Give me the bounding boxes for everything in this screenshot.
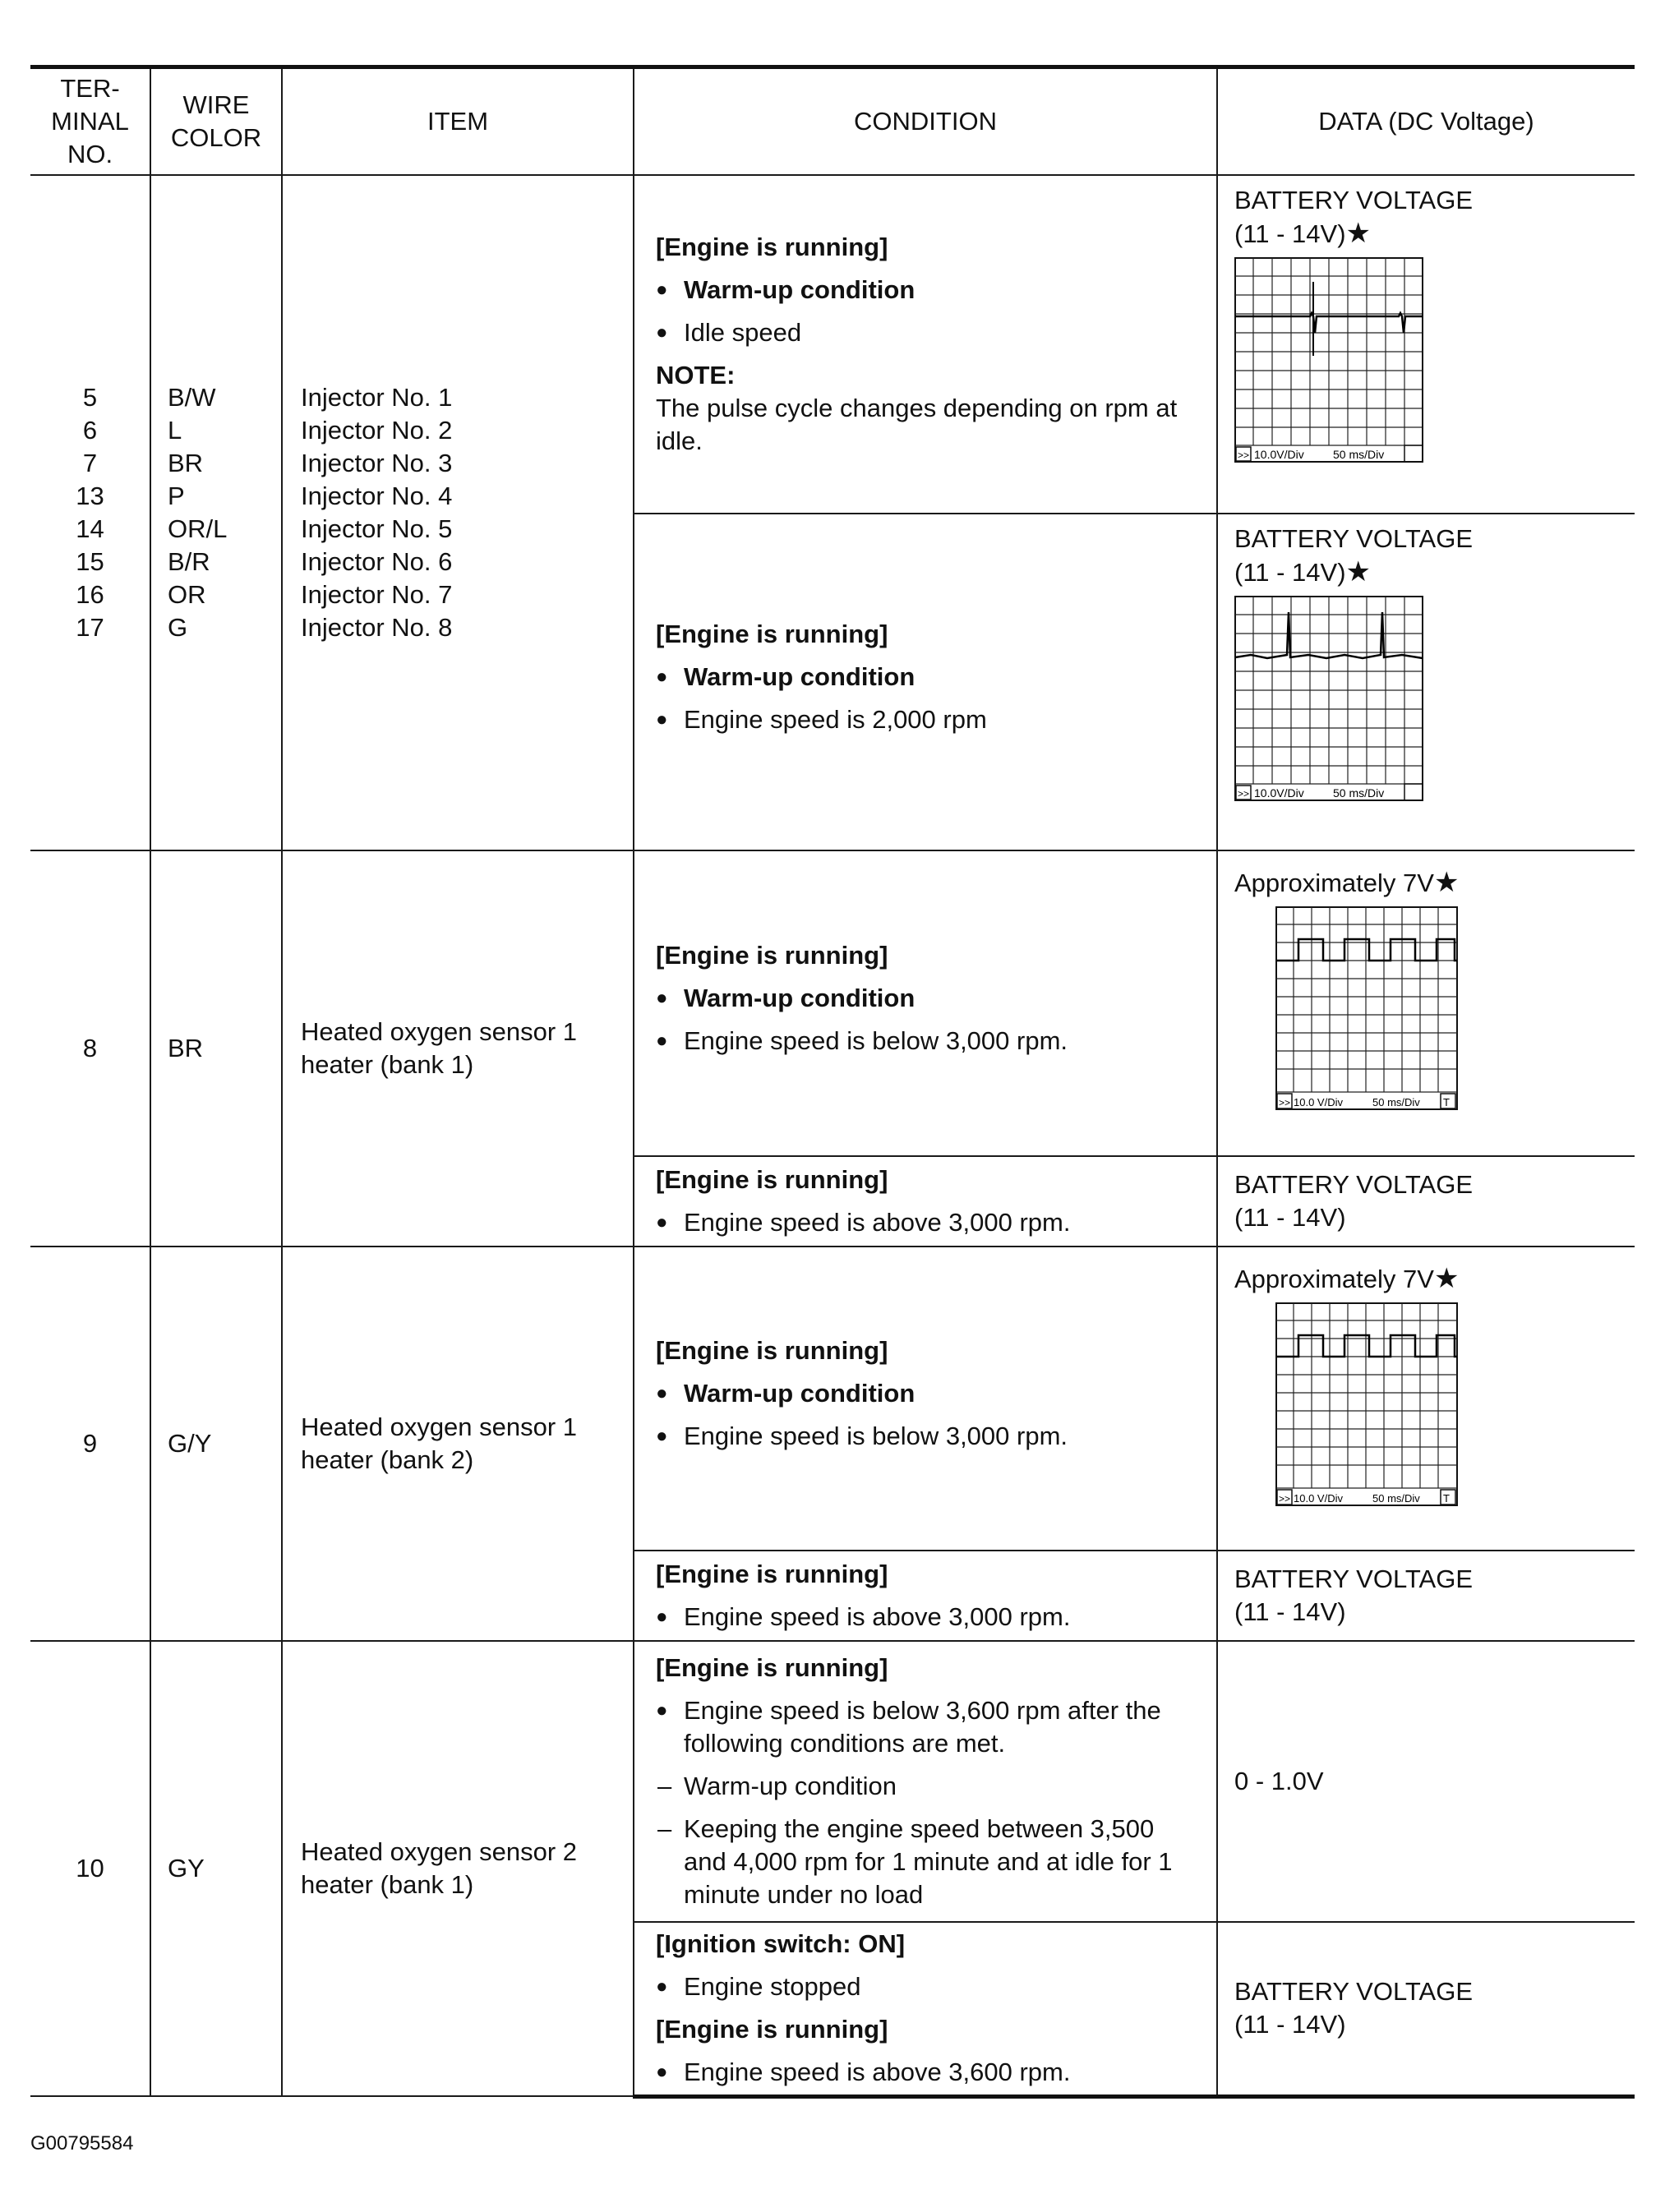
data-label: BATTERY VOLTAGE	[1234, 524, 1473, 553]
condition-bullet: ● Idle speed	[656, 316, 1195, 349]
terminal-number: 8	[30, 850, 150, 1247]
data-cell	[1217, 1641, 1635, 1922]
scope-time-scale: 50 ms/Div	[1333, 786, 1385, 800]
forward-icon: >>	[1238, 449, 1250, 461]
condition-cell	[634, 1641, 1217, 1922]
condition-heading: [Engine is running]	[656, 1653, 888, 1682]
terminal-number: 6	[82, 416, 98, 445]
wire-color: OR	[168, 580, 206, 609]
wire-color: L	[168, 416, 182, 445]
oscilloscope-waveform	[1234, 257, 1423, 463]
item-name: Heated oxygen sensor 1 heater (bank 1)	[282, 850, 634, 1247]
data-label: BATTERY VOLTAGE	[1234, 1565, 1473, 1593]
condition-heading: [Engine is running]	[656, 2015, 888, 2044]
header-wire-color: WIRE COLOR	[150, 67, 282, 176]
data-label: BATTERY VOLTAGE	[1234, 186, 1473, 214]
item-name: Injector No. 3	[301, 449, 453, 477]
wire-color: GY	[150, 1641, 282, 2096]
data-cell	[1217, 1551, 1635, 1641]
condition-bullet: ● Engine speed is below 3,600 rpm after the following conditions are met.	[656, 1694, 1195, 1760]
item-name: Injector No. 7	[301, 580, 453, 609]
terminal-number: 17	[76, 613, 104, 642]
data-label: Approximately 7V	[1234, 869, 1434, 897]
header-row	[30, 67, 1635, 176]
terminal-data-table	[30, 65, 1635, 2099]
item-name: Injector No. 2	[301, 416, 453, 445]
condition-cell	[634, 1922, 1217, 2096]
condition-cell	[634, 1156, 1217, 1247]
condition-bullet: ● Warm-up condition	[656, 1377, 1195, 1410]
data-range: (11 - 14V)	[1234, 219, 1346, 248]
header-item: ITEM	[282, 67, 634, 176]
header-terminal: TER- MINAL NO.	[30, 67, 150, 176]
wire-color: B/R	[168, 547, 210, 576]
item-name: Heated oxygen sensor 1 heater (bank 2)	[282, 1247, 634, 1641]
scope-volt-scale: 10.0 V/Div	[1294, 1492, 1343, 1505]
table-row	[30, 1641, 1635, 1922]
note-text: The pulse cycle changes depending on rpm at idle.	[656, 394, 1178, 455]
condition-subitem: – Warm-up condition	[656, 1770, 1195, 1803]
oscilloscope-waveform	[1275, 906, 1458, 1110]
scope-time-scale: 50 ms/Div	[1372, 1096, 1420, 1108]
data-cell	[1217, 850, 1635, 1156]
item-name: Injector No. 8	[301, 613, 453, 642]
star-icon: ★	[1345, 218, 1372, 249]
condition-bullet: ● Engine speed is above 3,600 rpm.	[656, 2056, 1195, 2089]
header-data: DATA (DC Voltage)	[1217, 67, 1635, 176]
item-name: Injector No. 1	[301, 383, 453, 412]
item-name: Heated oxygen sensor 2 heater (bank 1)	[282, 1641, 634, 2096]
wire-color: B/W	[168, 383, 216, 412]
forward-icon: >>	[1238, 788, 1250, 800]
wire-color: OR/L	[168, 514, 228, 543]
table-row	[30, 1247, 1635, 1551]
condition-heading: [Engine is running]	[656, 1165, 888, 1194]
item-name: Injector No. 6	[301, 547, 453, 576]
terminal-number: 16	[76, 580, 104, 609]
condition-bullet: ● Engine speed is above 3,000 rpm.	[656, 1601, 1195, 1634]
star-icon: ★	[1345, 556, 1372, 588]
condition-cell	[634, 175, 1217, 514]
wire-color: BR	[150, 850, 282, 1247]
trigger-marker: T	[1443, 1096, 1450, 1108]
wire-color: P	[168, 482, 185, 510]
condition-bullet: ● Engine speed is 2,000 rpm	[656, 703, 1195, 736]
forward-icon: >>	[1279, 1493, 1291, 1505]
star-icon: ★	[1433, 867, 1460, 898]
scope-time-scale: 50 ms/Div	[1372, 1492, 1420, 1505]
wire-color: BR	[168, 449, 204, 477]
condition-bullet: ● Engine speed is below 3,000 rpm.	[656, 1420, 1195, 1453]
condition-heading: [Engine is running]	[656, 233, 888, 261]
terminal-number: 5	[82, 383, 98, 412]
scope-time-scale: 50 ms/Div	[1333, 448, 1385, 461]
terminal-number: 7	[82, 449, 98, 477]
terminal-number: 13	[76, 482, 104, 510]
terminal-number: 14	[76, 514, 104, 543]
trigger-marker: T	[1443, 1492, 1450, 1505]
data-cell	[1217, 1247, 1635, 1551]
condition-cell	[634, 514, 1217, 850]
terminal-number: 9	[30, 1247, 150, 1641]
condition-bullet: ● Engine speed is above 3,000 rpm.	[656, 1206, 1195, 1239]
terminal-number: 10	[30, 1641, 150, 2096]
condition-heading: [Engine is running]	[656, 620, 888, 648]
item-name: Injector No. 5	[301, 514, 453, 543]
condition-bullet: ● Warm-up condition	[656, 274, 1195, 306]
data-value: 0 - 1.0V	[1234, 1767, 1324, 1795]
condition-heading: [Engine is running]	[656, 941, 888, 970]
condition-subitem: – Keeping the engine speed between 3,500 and 4,000 rpm for 1 minute and at idle for 1 minute under no load	[656, 1813, 1195, 1911]
table-row	[30, 850, 1635, 1156]
condition-cell	[634, 1247, 1217, 1551]
scope-volt-scale: 10.0 V/Div	[1294, 1096, 1343, 1108]
terminal-list	[30, 175, 150, 850]
data-cell	[1217, 1156, 1635, 1247]
condition-bullet: ● Engine speed is below 3,000 rpm.	[656, 1025, 1195, 1058]
forward-icon: >>	[1279, 1097, 1291, 1108]
data-label: Approximately 7V	[1234, 1265, 1434, 1293]
condition-bullet: ● Warm-up condition	[656, 661, 1195, 694]
item-list	[282, 175, 634, 850]
data-cell	[1217, 175, 1635, 514]
condition-heading: [Engine is running]	[656, 1560, 888, 1588]
star-icon: ★	[1433, 1263, 1460, 1294]
condition-bullet: ● Warm-up condition	[656, 982, 1195, 1015]
figure-id: G00795584	[30, 2132, 134, 2154]
condition-heading: [Ignition switch: ON]	[656, 1929, 906, 1959]
data-range: (11 - 14V)	[1234, 1203, 1346, 1232]
scope-volt-scale: 10.0V/Div	[1254, 786, 1304, 800]
header-condition: CONDITION	[634, 67, 1217, 176]
condition-bullet: ● Engine stopped	[656, 1970, 1195, 2003]
data-cell	[1217, 514, 1635, 850]
condition-cell	[634, 1551, 1217, 1641]
data-range: (11 - 14V)	[1234, 2010, 1346, 2039]
oscilloscope-waveform	[1234, 596, 1423, 801]
condition-cell	[634, 850, 1217, 1156]
terminal-number: 15	[76, 547, 104, 576]
table-row	[30, 175, 1635, 514]
data-label: BATTERY VOLTAGE	[1234, 1170, 1473, 1199]
item-name: Injector No. 4	[301, 482, 453, 510]
oscilloscope-waveform	[1275, 1302, 1458, 1506]
data-range: (11 - 14V)	[1234, 1597, 1346, 1626]
scope-volt-scale: 10.0V/Div	[1254, 448, 1304, 461]
data-cell	[1217, 1922, 1635, 2096]
wire-color-list	[150, 175, 282, 850]
wire-color: G	[168, 613, 188, 642]
wire-color: G/Y	[150, 1247, 282, 1641]
data-label: BATTERY VOLTAGE	[1234, 1977, 1473, 2007]
condition-heading: [Engine is running]	[656, 1336, 888, 1365]
note-label: NOTE:	[656, 361, 736, 389]
data-range: (11 - 14V)	[1234, 558, 1346, 587]
